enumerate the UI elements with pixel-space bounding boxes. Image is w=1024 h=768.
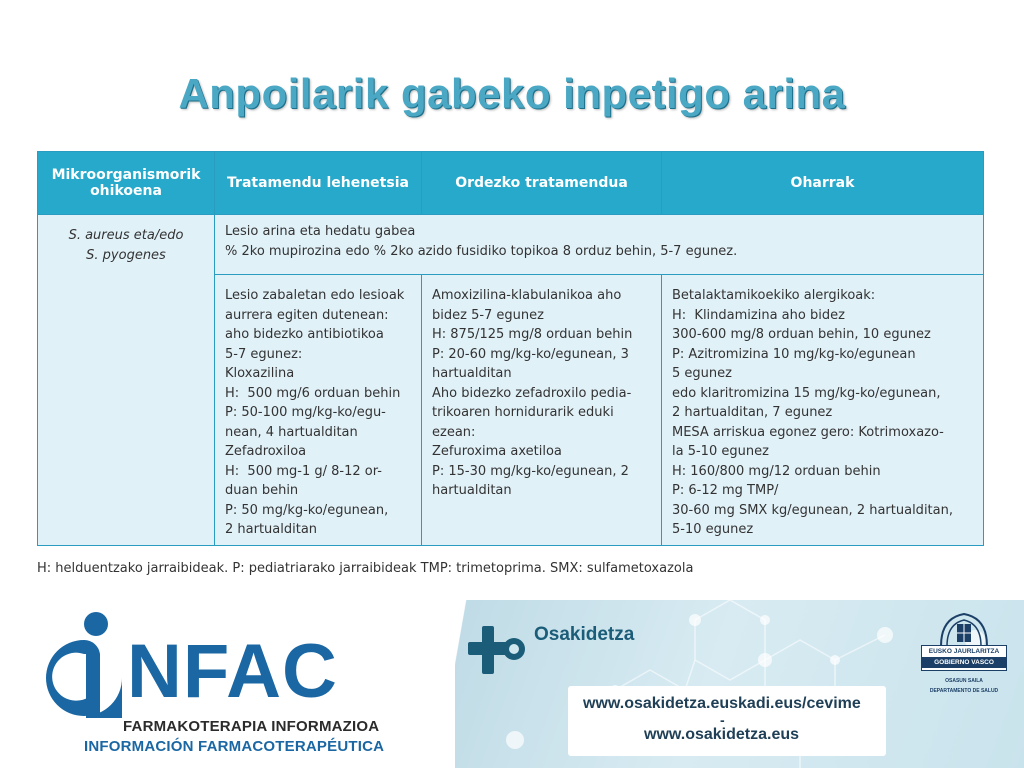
- alternative-line: ezean:: [432, 424, 476, 440]
- preferred-line: 5-7 egunez:: [225, 346, 303, 362]
- alternative-line: bidez 5-7 egunez: [432, 307, 544, 323]
- infac-subtitle-es: INFORMACIÓN FARMACOTERAPÉUTICA: [84, 738, 385, 755]
- alternative-line: hartualditan: [432, 366, 512, 381]
- preferred-line: P: 50-100 mg/kg-ko/egu-: [225, 405, 386, 420]
- cell-alternative-treatment: [422, 275, 662, 546]
- alternative-line: trikoaren hornidurarik eduki: [432, 405, 614, 420]
- header-notes: Oharrak: [662, 152, 984, 215]
- preferred-line: P: 50 mg/kg-ko/egunean,: [225, 502, 389, 518]
- organism-line: S. aureus eta/edo: [68, 228, 184, 243]
- preferred-line: Zefadroxiloa: [225, 444, 307, 459]
- preferred-line: Lesio zabaletan edo lesioak: [225, 288, 405, 303]
- cevime-url-link[interactable]: www.osakidetza.euskadi.eus/cevime: [583, 695, 861, 712]
- notes-line: H: 160/800 mg/12 orduan behin: [672, 463, 881, 479]
- cell-preferred-treatment: [215, 275, 422, 546]
- gov-department-eu: OSASUN SAILA: [945, 678, 983, 684]
- alternative-line: Aho bidezko zefadroxilo pedia-: [432, 385, 632, 401]
- infac-subtitle-eu: FARMAKOTERAPIA INFORMAZIOA: [123, 718, 380, 735]
- preferred-line: aho bidezko antibiotikoa: [225, 327, 384, 342]
- osakidetza-url-link[interactable]: www.osakidetza.eus: [644, 726, 800, 743]
- mild-line: % 2ko mupirozina edo % 2ko azido fusidiko topikoa 8 orduz behin, 5-7 egunez.: [225, 243, 738, 259]
- header-organism: Mikroorganismorik ohikoena: [38, 152, 215, 215]
- preferred-line: nean, 4 hartualditan: [225, 424, 358, 440]
- notes-line: MESA arriskua egonez gero: Kotrimoxazo-: [672, 424, 944, 440]
- infac-i-logo-icon: [44, 610, 124, 720]
- alternative-line: P: 20-60 mg/kg-ko/egunean, 3: [432, 346, 629, 362]
- preferred-line: duan behin: [225, 483, 299, 498]
- alternative-line: H: 875/125 mg/8 orduan behin: [432, 327, 633, 342]
- osakidetza-logo-icon: [468, 626, 528, 674]
- gov-line-eu: EUSKO JAURLARITZA: [928, 648, 1000, 655]
- gov-line-es: GOBIERNO VASCO: [922, 657, 1006, 668]
- notes-line: P: Azitromizina 10 mg/kg-ko/egunean: [672, 346, 916, 362]
- organism-line: S. pyogenes: [86, 247, 166, 263]
- infac-wordmark: NFAC: [127, 629, 338, 714]
- notes-line: edo klaritromizina 15 mg/kg-ko/egunean,: [672, 385, 941, 401]
- preferred-line: H: 500 mg-1 g/ 8-12 or-: [225, 463, 382, 479]
- preferred-line: H: 500 mg/6 orduan behin: [225, 385, 401, 401]
- preferred-line: aurrera egiten dutenean:: [225, 307, 389, 323]
- table-footnote: H: helduentzako jarraibideak. P: pediatriarako jarraibideak TMP: trimetoprima. SMX: sulfametoxazola: [37, 561, 694, 576]
- notes-line: 5 egunez: [672, 366, 732, 381]
- notes-line: 2 hartualditan, 7 egunez: [672, 405, 833, 420]
- mild-line: Lesio arina eta hedatu gabea: [225, 224, 416, 239]
- cell-notes: [662, 275, 984, 546]
- notes-line: la 5-10 egunez: [672, 444, 769, 459]
- gov-department-es: DEPARTAMENTO DE SALUD: [929, 688, 999, 694]
- notes-line: 30-60 mg SMX kg/egunean, 2 hartualditan,: [672, 502, 953, 518]
- basque-government-label: [921, 645, 1007, 671]
- notes-line: P: 6-12 mg TMP/: [672, 483, 779, 498]
- notes-line: Betalaktamikoekiko alergikoak:: [672, 288, 876, 303]
- preferred-line: Kloxazilina: [225, 366, 295, 381]
- osakidetza-name: Osakidetza: [534, 624, 635, 645]
- basque-government-emblem-icon: [935, 610, 993, 646]
- header-alternative-treatment: Ordezko tratamendua: [422, 152, 662, 215]
- notes-line: 5-10 egunez: [672, 522, 754, 537]
- cell-organism: [38, 215, 215, 546]
- url-separator: -: [720, 712, 725, 728]
- preferred-line: 2 hartualditan: [225, 522, 318, 537]
- alternative-line: Amoxizilina-klabulanikoa aho: [432, 288, 622, 303]
- header-preferred-treatment: Tratamendu lehenetsia: [215, 152, 422, 215]
- alternative-line: Zefuroxima axetiloa: [432, 444, 562, 459]
- notes-line: H: Klindamizina aho bidez: [672, 307, 845, 323]
- table-header-row: [38, 152, 984, 215]
- alternative-line: P: 15-30 mg/kg-ko/egunean, 2: [432, 463, 629, 479]
- table-row: [38, 215, 984, 275]
- alternative-line: hartualditan: [432, 483, 512, 498]
- slide-title: Anpoilarik gabeko inpetigo arina: [178, 70, 846, 117]
- treatment-table: [37, 151, 984, 546]
- notes-line: 300-600 mg/8 orduan behin, 10 egunez: [672, 327, 931, 342]
- cell-mild-lesion: [215, 215, 984, 275]
